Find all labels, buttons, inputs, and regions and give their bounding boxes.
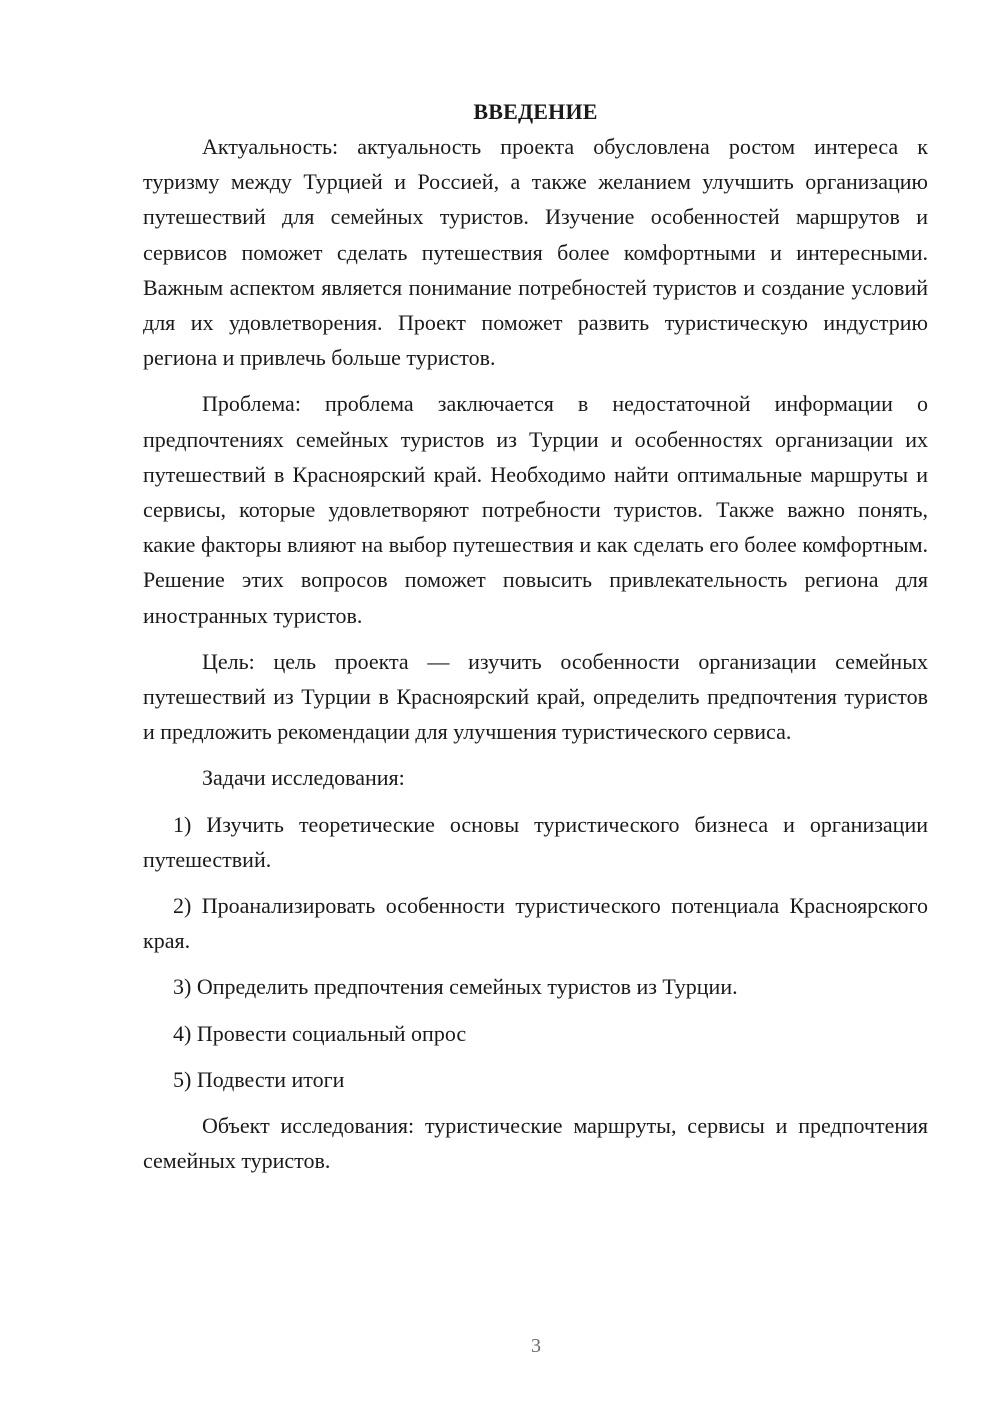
object-paragraph: Объект исследования: туристические маршруты, сервисы и предпочтения семейных туристов. <box>143 1113 928 1174</box>
tasks-intro: Задачи исследования: <box>202 765 405 791</box>
list-item: 4) Провести социальный опрос <box>173 1020 467 1046</box>
document-page <box>143 94 928 1189</box>
list-item: 3) Определить предпочтения семейных туристов из Турции. <box>173 974 738 1000</box>
list-item: 1) Изучить теоретические основы туристического бизнеса и организации путешествий. <box>143 811 928 872</box>
tasks-list <box>143 807 928 1097</box>
problem-paragraph: Проблема: проблема заключается в недостаточной информации о предпочтениях семейных туристов из Турции и особенностях организации их путешествий в Красноярский край. Необходимо найти оптимальные маршруты и сервисы, которые удовлетворяют потребности туристов. Также важно понять, какие факторы влияют на выбор путешествия и как сделать его более комфортным. Решение этих вопросов поможет повысить привлекательность региона для иностранных туристов. <box>143 391 928 628</box>
page-number: 3 <box>531 1335 541 1357</box>
relevance-paragraph: Актуальность: актуальность проекта обусловлена ростом интереса к туризму между Турцией и Россией, а также желанием улучшить организацию путешествий для семейных туристов. Изучение особенностей маршрутов и сервисов поможет сделать путешествия более комфортными и интересными. Важным аспектом является понимание потребностей туристов и создание условий для их удовлетворения. Проект поможет развить туристическую индустрию региона и привлечь больше туристов. <box>143 134 928 371</box>
list-item: 2) Проанализировать особенности туристического потенциала Красноярского края. <box>143 893 928 954</box>
list-item: 5) Подвести итоги <box>173 1066 345 1092</box>
goal-paragraph: Цель: цель проекта — изучить особенности организации семейных путешествий из Турции в Красноярский край, определить предпочтения туристов и предложить рекомендации для улучшения туристического сервиса. <box>143 648 928 745</box>
section-heading: ВВЕДЕНИЕ <box>473 99 598 124</box>
